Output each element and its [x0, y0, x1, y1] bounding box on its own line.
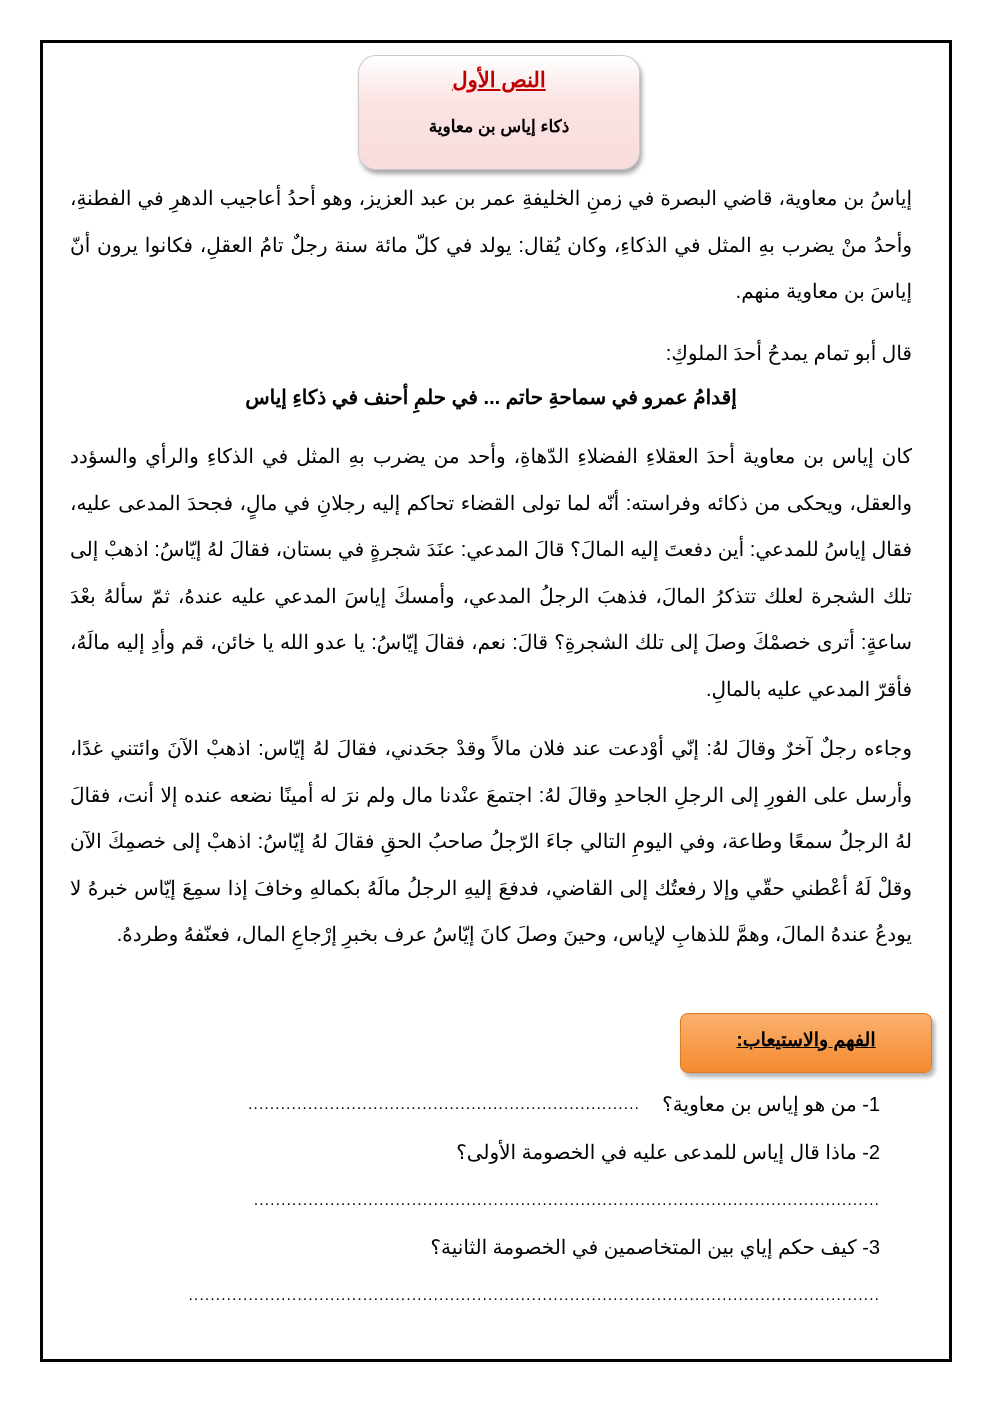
- answer-line-3[interactable]: ...............................................................................................................................: [188, 1287, 880, 1304]
- title-box: [358, 55, 640, 170]
- answer-line-1[interactable]: ........................................................................: [247, 1096, 640, 1113]
- verse: إقدامُ عمرو في سماحةِ حاتم ... في حلمِ أحنف في ذكاءِ إياس: [245, 387, 737, 409]
- intro-paragraph: إياسُ بن معاوية، قاضي البصرة في زمنِ الخليفةِ عمر بن عبد العزيز، وهو أحدُ أعاجيب الدهرِ في الفطنةِ، وأحدُ منْ يضرب بهِ المثل في الذكاءِ، وكان يُقال: يولد في كلّ مائة سنة رجلٌ تامُ العقلِ، فكانوا يرون أنّ إياسَ بن معاوية منهم.: [70, 188, 912, 303]
- section-heading-box: [680, 1013, 932, 1073]
- question-2: 2- ماذا قال إياس للمدعى عليه في الخصومة الأولى؟: [456, 1142, 880, 1164]
- page-subtitle: ذكاء إياس بن معاوية: [428, 117, 570, 136]
- story-paragraph-1: كان إياس بن معاوية أحدَ العقلاءِ الفضلاءِ الدّهاةِ، وأحد من يضرب بهِ المثل في الذكاءِ والرأي والسؤدد والعقل، ويحكى من ذكائه وفراسته: أنّه لما تولى القضاء تحاكم إليه رجلانِ في مالٍ، فجحدَ المدعى عليه، فقال إياسُ للمدعي: أين دفعتَ إليه المالَ؟ قالَ المدعي: عنَدَ شجرةٍ في بستان، فقالَ لهُ إيّاسُ: اذهبْ إلى تلك الشجرة لعلك تتذكرُ المالَ، فذهبَ الرجلُ المدعي، وأمسكَ إياسَ المدعي عليه عندهُ، ثمّ سألهُ بعْدَ ساعةٍ: أترى خصمْكَ وصلَ إلى تلك الشجرةِ؟ قالَ: نعم، فقالَ إيّاسُ: يا عدو الله يا خائن، قم وأدِ إليه مالَهُ، فأقرّ المدعي عليه بالمالِ.: [70, 446, 912, 701]
- question-1: 1- من هو إياس بن معاوية؟: [662, 1094, 880, 1116]
- question-3: 3- كيف حكم إياي بين المتخاصمين في الخصومة الثانية؟: [430, 1237, 880, 1259]
- poet-intro: قال أبو تمام يمدحُ أحدَ الملوكِ:: [665, 343, 912, 365]
- page-title: النص الأول: [452, 69, 546, 92]
- section-heading: الفهم والاستيعاب:: [736, 1030, 876, 1051]
- answer-line-2[interactable]: ...................................................................................................................: [253, 1192, 880, 1209]
- story-paragraph-2: وجاءه رجلٌ آخرٌ وقالَ لهُ: إنّي أوْدعت عند فلان مالاً وقدْ جحَدني، فقالَ لهُ إيّاس: اذهبْ الآنَ وائتني غدًا، وأرسل على الفورِ إلى الرجلِ الجاحدِ وقالَ لهُ: اجتمعَ عنْدنا مال ولم نرَ له أمينًا نضعه عنده إلا أنت، فقالَ لهُ الرجلُ سمعًا وطاعة، وفي اليومِ التالي جاءَ الرّجلُ صاحبُ الحقِ فقالَ لهُ إيّاسُ: اذهبْ إلى خصمِكَ الآن وقلْ لَهُ أعْطني حقّي وإلا رفعتُك إلى القاضي، فدفعَ إليهِ الرجلُ مالَهُ بكمالهِ وخافَ إذا سمِعَ إيّاس خبرهُ لا يودعُ عندهُ المالَ، وهمَّ للذهابِ لإياس، وحينَ وصلَ كانَ إيّاسُ عرف بخبرِ إرْجاعِ المال، فعنّفهُ وطردهُ.: [70, 738, 912, 946]
